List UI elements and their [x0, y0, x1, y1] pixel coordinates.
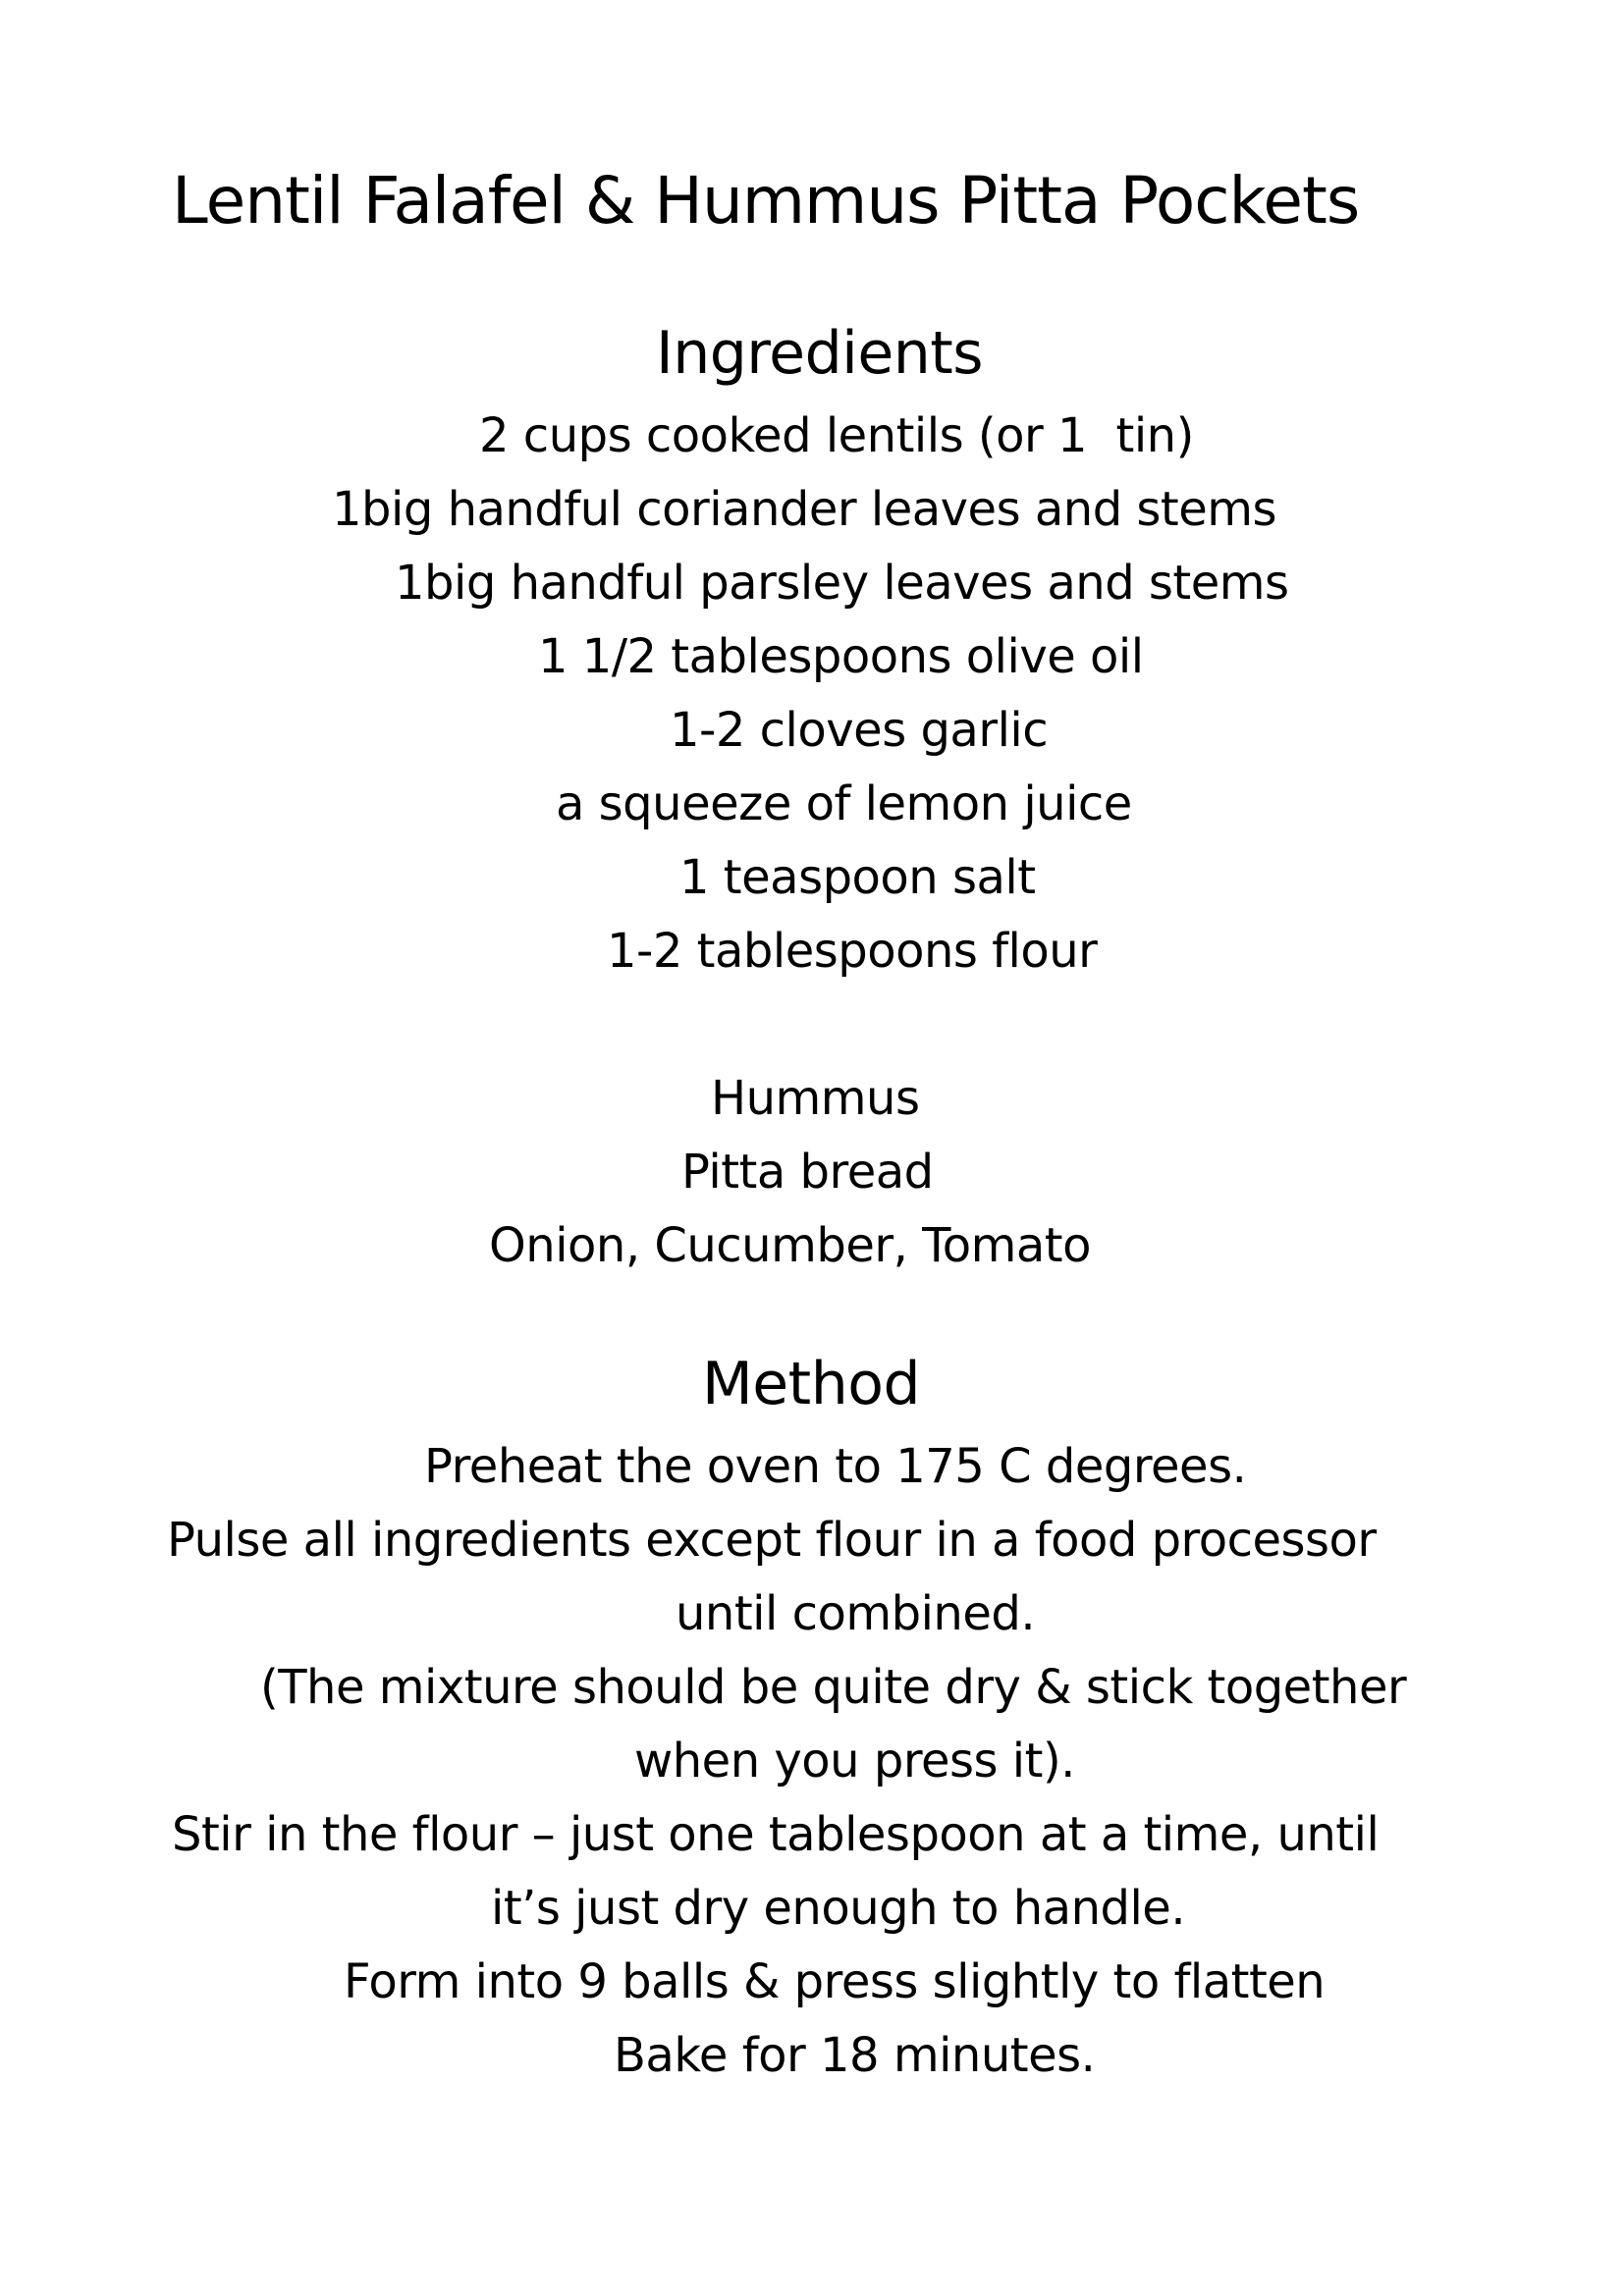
- method-line: until combined.: [676, 1586, 1036, 1641]
- ingredient-item: 1-2 cloves garlic: [670, 703, 1049, 758]
- ingredient-item: 1 teaspoon salt: [679, 850, 1036, 905]
- method-line: Preheat the oven to 175 C degrees.: [424, 1439, 1247, 1494]
- extra-item: Pitta bread: [681, 1145, 934, 1200]
- ingredients-heading: Ingredients: [656, 319, 984, 388]
- ingredient-item: a squeeze of lemon juice: [556, 776, 1132, 831]
- method-heading: Method: [702, 1350, 921, 1418]
- recipe-title: Lentil Falafel & Hummus Pitta Pockets: [172, 163, 1360, 239]
- extra-item: Onion, Cucumber, Tomato: [489, 1218, 1091, 1273]
- method-line: Form into 9 balls & press slightly to flatten: [344, 1954, 1326, 2009]
- extra-item: Hummus: [711, 1071, 920, 1126]
- ingredient-item: 1big handful coriander leaves and stems: [332, 482, 1277, 537]
- method-line: it’s just dry enough to handle.: [491, 1881, 1186, 1936]
- ingredient-item: 2 cups cooked lentils (or 1 tin): [479, 408, 1194, 463]
- method-line: when you press it).: [634, 1734, 1075, 1789]
- method-line: Bake for 18 minutes.: [614, 2028, 1096, 2083]
- ingredient-item: 1-2 tablespoons flour: [607, 924, 1098, 979]
- method-line: Stir in the flour – just one tablespoon at a time, until: [172, 1807, 1380, 1862]
- method-line: Pulse all ingredients except flour in a food processor: [167, 1513, 1377, 1568]
- method-line: (The mixture should be quite dry & stick together: [260, 1660, 1407, 1715]
- ingredient-item: 1big handful parsley leaves and stems: [395, 556, 1289, 611]
- ingredient-item: 1 1/2 tablespoons olive oil: [538, 629, 1144, 684]
